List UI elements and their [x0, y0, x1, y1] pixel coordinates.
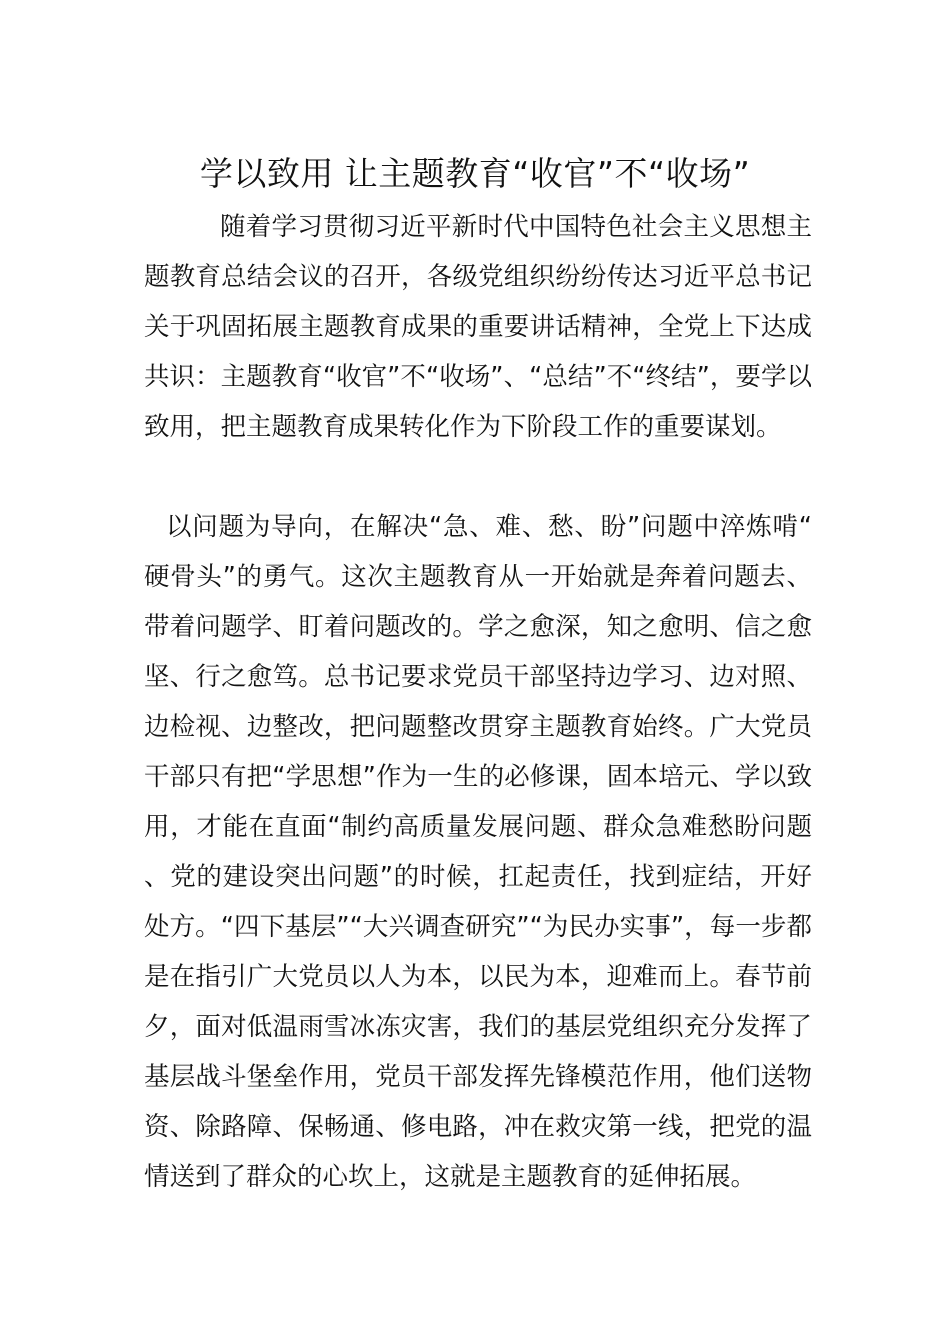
document-title: 学以致用 让主题教育“收官”不“收场”: [199, 154, 751, 194]
paragraph-1: 随着学习贯彻习近平新时代中国特色社会主义思想主题教育总结会议的召开，各级党组织纷纷传达习近平总书记关于巩固拓展主题教育成果的重要讲话精神，全党上下达成共识：主题教育“收官”不“收场”、“总结”不“终结”，要学以致用，把主题教育成果转化作为下阶段工作的重要谋划。: [144, 211, 812, 442]
paragraph-2: 以问题为导向，在解决“急、难、愁、盼”问题中淬炼啃“硬骨头”的勇气。这次主题教育从一开始就是奔着问题去、带着问题学、盯着问题改的。学之愈深，知之愈明、信之愈坚、行之愈笃。总书记要求党员干部坚持边学习、边对照、边检视、边整改，把问题整改贯穿主题教育始终。广大党员干部只有把“学思想”作为一生的必修课，固本培元、学以致用，才能在直面“制约高质量发展问题、群众急难愁盼问题、党的建设突出问题”的时候，扛起责任，找到症结，开好处方。“四下基层”“大兴调查研究”“为民办实事”，每一步都是在指引广大党员以人为本，以民为本，迎难而上。春节前夕，面对低温雨雪冰冻灾害，我们的基层党组织充分发挥了基层战斗堡垒作用，党员干部发挥先锋模范作用，他们送物资、除路障、保畅通、修电路，冲在救灾第一线，把党的温情送到了群众的心坎上，这就是主题教育的延伸拓展。: [144, 511, 812, 1192]
